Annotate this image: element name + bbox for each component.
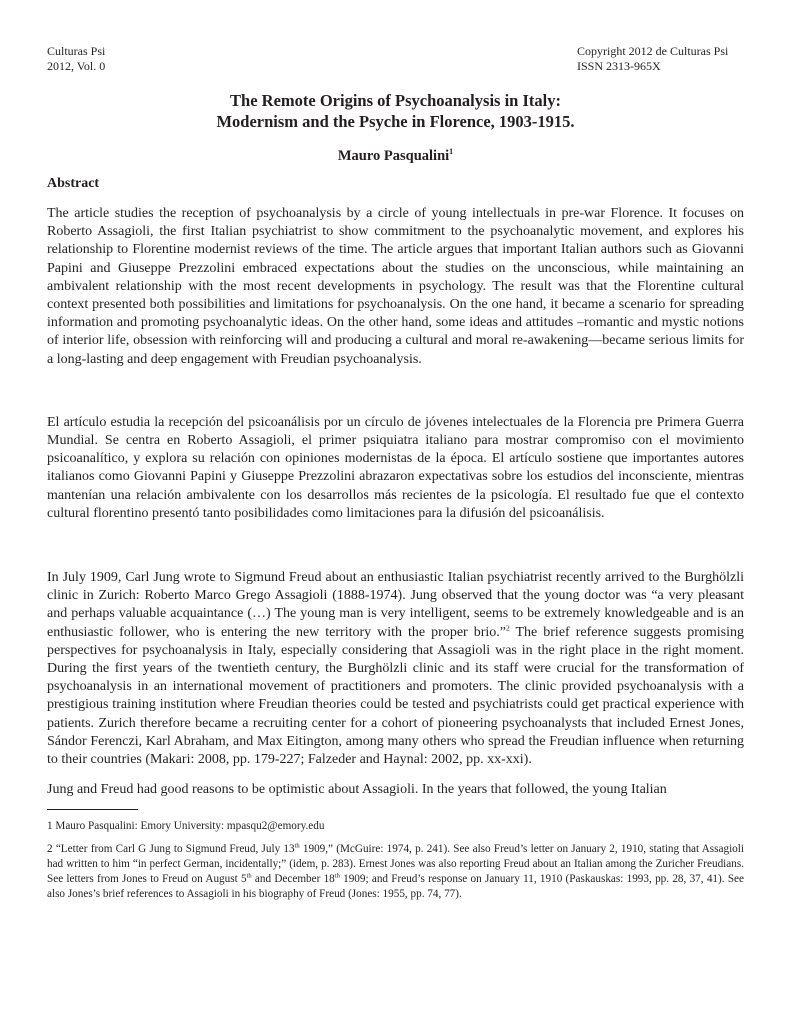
superscript-ordinal: th [246, 872, 252, 880]
author-footnote-mark[interactable]: 1 [449, 147, 454, 157]
abstract-heading: Abstract [47, 176, 100, 191]
footnote-text-segment: 2 “Letter from Carl G Jung to Sigmund Freud, July 13 [47, 843, 295, 856]
issn-line: ISSN 2313-965X [577, 59, 661, 73]
copyright-line: Copyright 2012 de Culturas Psi [577, 44, 729, 58]
copyright-info [577, 44, 728, 74]
footnote-divider [47, 809, 138, 810]
article-title [47, 90, 744, 132]
journal-header [47, 40, 744, 80]
footnote-text-segment: 1909,” (McGuire: 1974, p. 241). See also Freud’s letter on January 2, 1910, stating that Assagioli had written to him “in perfect German, incidentally;” (idem, p. 283). Ernest Jones was also reporting Freud about an Italian among the Zuricher Freudians. See letters from Jones to Freud on August 5 [47, 843, 744, 886]
footnote-text-segment: 1909; and Freud’s response on January 11, 1910 (Paskauskas: 1993, pp. 28, 37, 41). See also Jones’s brief references to Assagioli in his biography of Freud (Jones: 1955, pp. 74, 77). [47, 873, 744, 901]
title-line-1: The Remote Origins of Psychoanalysis in Italy: [230, 91, 561, 110]
body-text-segment: In July 1909, Carl Jung wrote to Sigmund Freud about an enthusiastic Italian psychiatrist recently arrived to the Burghölzli clinic in Zurich: Roberto Marco Grego Assagioli (1888-1974). Jung observed that the young doctor was “a very pleasant and perhaps valuable acquaintance (…) The young man is very intelligent, seems to be extremely knowledgeable and is an enthusiastic follower, who is entering the new territory with the proper brio.” [47, 570, 744, 640]
abstract-spanish: El artículo estudia la recepción del psicoanálisis por un círculo de jóvenes intelectuales de la Florencia pre Primera Guerra Mundial. Se centra en Roberto Assagioli, el primer psiquiatra italiano para mostrar compromiso con el movimiento psicoanalítico, y explora su relación con opiniones modernistas de la época. El artículo sostiene que importantes autores italianos como Giovanni Papini y Giuseppe Prezzolini abrazaron expectativas sobre los estudios del inconsciente, mientras mantenían una relación ambivalente con los desarrollos más recientes de la psicología. El resultado fue que el contexto cultural florentino presentó tanto posibilidades como limitaciones para la difusión del psicoanálisis. [47, 414, 744, 521]
abstract-english: The article studies the reception of psychoanalysis by a circle of young intellectuals in pre-war Florence. It focuses on Roberto Assagioli, the first Italian psychiatrist to show commitment to the psychoanalytic movement, and explores his relationship to Florentine modernist reviews of the time. The article argues that important Italian authors such as Giovanni Papini and Giuseppe Prezzolini embraced expectations about the studies on the unconscious, while maintaining an ambivalent relationship with the most recent developments in psychology. The result was that the Florentine cultural context presented both possibilities and limitations for psychoanalysis. On the one hand, it became a scenario for spreading information and promoting psychoanalytic ideas. On the other hand, some ideas and attitudes –romantic and mystic notions of interior life, obsession with reinforcing will and producing a cultural and moral re-awakening—became serious limits for a long-lasting and deep engagement with Freudian psychoanalysis. [47, 206, 744, 367]
body-text-segment: The brief reference suggests promising perspectives for psychoanalysis in Italy, especially considering that Assagioli was in the right place in the right moment. During the first years of the twentieth century, the Burghölzli clinic and its staff were crucial for the transformation of psychoanalysis in an international movement of practitioners and promoters. The clinic provided psychoanalysis with a prestigious training institution where Freudian theories could be tested and psychiatrists could get practical experience with patients. Zurich therefore became a recruiting center for a cohort of pioneering psychoanalysts that included Ernest Jones, Sándor Ferenczi, Karl Abraham, and Max Eitington, among many others who spread the Freudian influence when returning to their countries (Makari: 2008, pp. 179-227; Falzeder and Haynal: 2002, pp. xx-xxi). [47, 624, 745, 768]
journal-volume: 2012, Vol. 0 [47, 59, 106, 73]
journal-info [47, 44, 105, 74]
footnote-1: 1 Mauro Pasqualini: Emory University: mpasqu2@emory.edu [47, 820, 325, 833]
footnote-text-segment: and December 18 [251, 873, 335, 886]
footnote-2 [47, 842, 744, 902]
body-paragraph: Jung and Freud had good reasons to be optimistic about Assagioli. In the years that followed, the young Italian [47, 782, 667, 798]
document-page [47, 40, 744, 902]
footnote-mark-2[interactable]: 2 [505, 623, 510, 632]
author-name: Mauro Pasqualini [337, 148, 450, 164]
author-line [47, 147, 744, 165]
title-line-2: Modernism and the Psyche in Florence, 1903-1915. [216, 112, 575, 131]
superscript-ordinal: th [334, 872, 340, 880]
body-paragraph [47, 569, 744, 769]
superscript-ordinal: th [294, 842, 300, 850]
journal-name: Culturas Psi [47, 44, 106, 58]
